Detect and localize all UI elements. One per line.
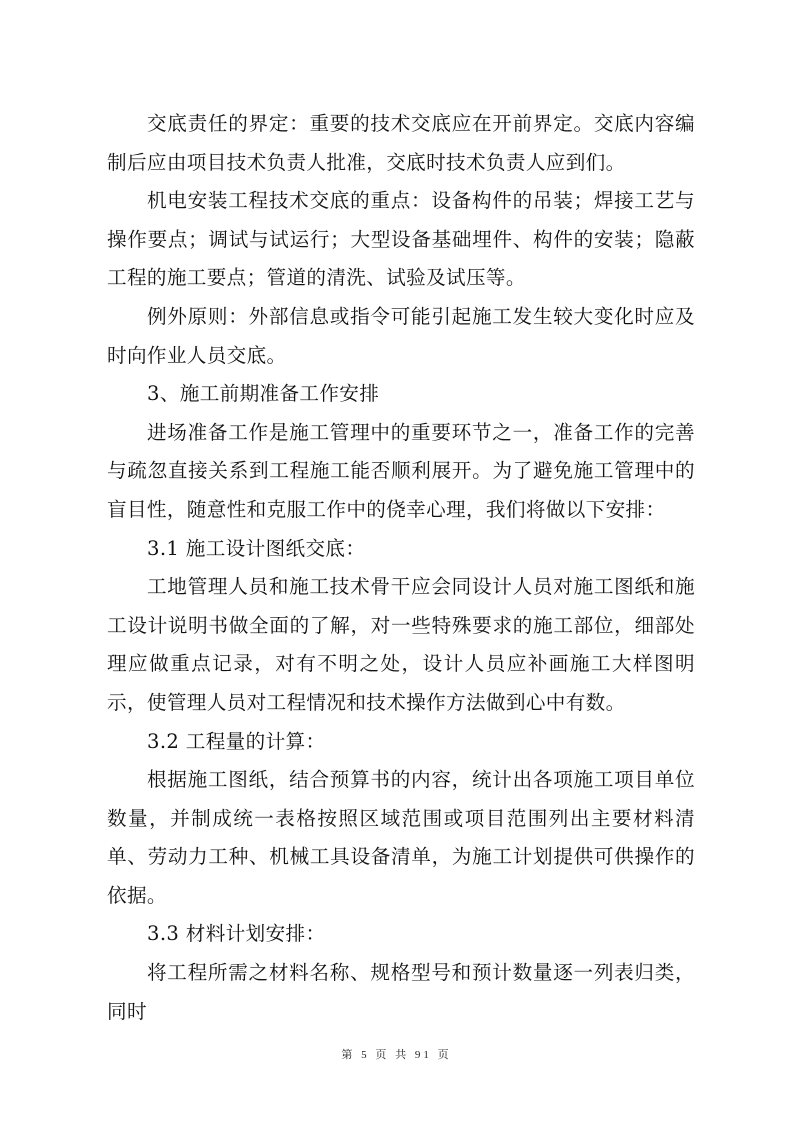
paragraph-preparation-intro: 进场准备工作是施工管理中的重要环节之一，准备工作的完善与疏忽直接关系到工程施工能否顺利展开。为了避免施工管理中的盲目性，随意性和克服工作中的侥幸心理，我们将做以下安排： xyxy=(107,420,695,521)
paragraph-exception-principle: 例外原则：外部信息或指令可能引起施工发生较大变化时应及时向作业人员交底。 xyxy=(107,304,695,367)
section-heading-3-3: 3.3 材料计划安排： xyxy=(147,922,326,946)
paragraph-handover-responsibility: 交底责任的界定：重要的技术交底应在开前界定。交底内容编制后应由项目技术负责人批准，交底时技术负责人应到们。 xyxy=(107,112,695,174)
section-heading-3-1: 3.1 施工设计图纸交底： xyxy=(147,536,366,560)
page-content xyxy=(107,105,695,1031)
paragraph-mep-key-points: 机电安装工程技术交底的重点：设备构件的吊装；焊接工艺与操作要点；调试与试运行；大型设备基础埋件、构件的安装；隐蔽工程的施工要点；管道的清洗、试验及试压等。 xyxy=(107,189,695,290)
paragraph-material-plan: 将工程所需之材料名称、规格型号和预计数量逐一列表归类，同时 xyxy=(107,961,695,1023)
paragraph-quantity-calculation: 根据施工图纸，结合预算书的内容，统计出各项施工项目单位数量，并制成统一表格按照区域范围或项目范围列出主要材料清单、劳动力工种、机械工具设备清单，为施工计划提供可供操作的依据。 xyxy=(107,768,695,907)
page-number-footer: 第 5 页 共 91 页 xyxy=(341,1049,452,1061)
section-heading-3-2: 3.2 工程量的计算： xyxy=(147,729,326,753)
section-heading-3: 3、施工前期准备工作安排 xyxy=(147,382,380,406)
paragraph-drawing-handover: 工地管理人员和施工技术骨干应会同设计人员对施工图纸和施工设计说明书做全面的了解，对一些特殊要求的施工部位，细部处理应做重点记录，对有不明之处，设计人员应补画施工大样图明示，使管理人员对工程情况和技术操作方法做到心中有数。 xyxy=(107,575,695,714)
